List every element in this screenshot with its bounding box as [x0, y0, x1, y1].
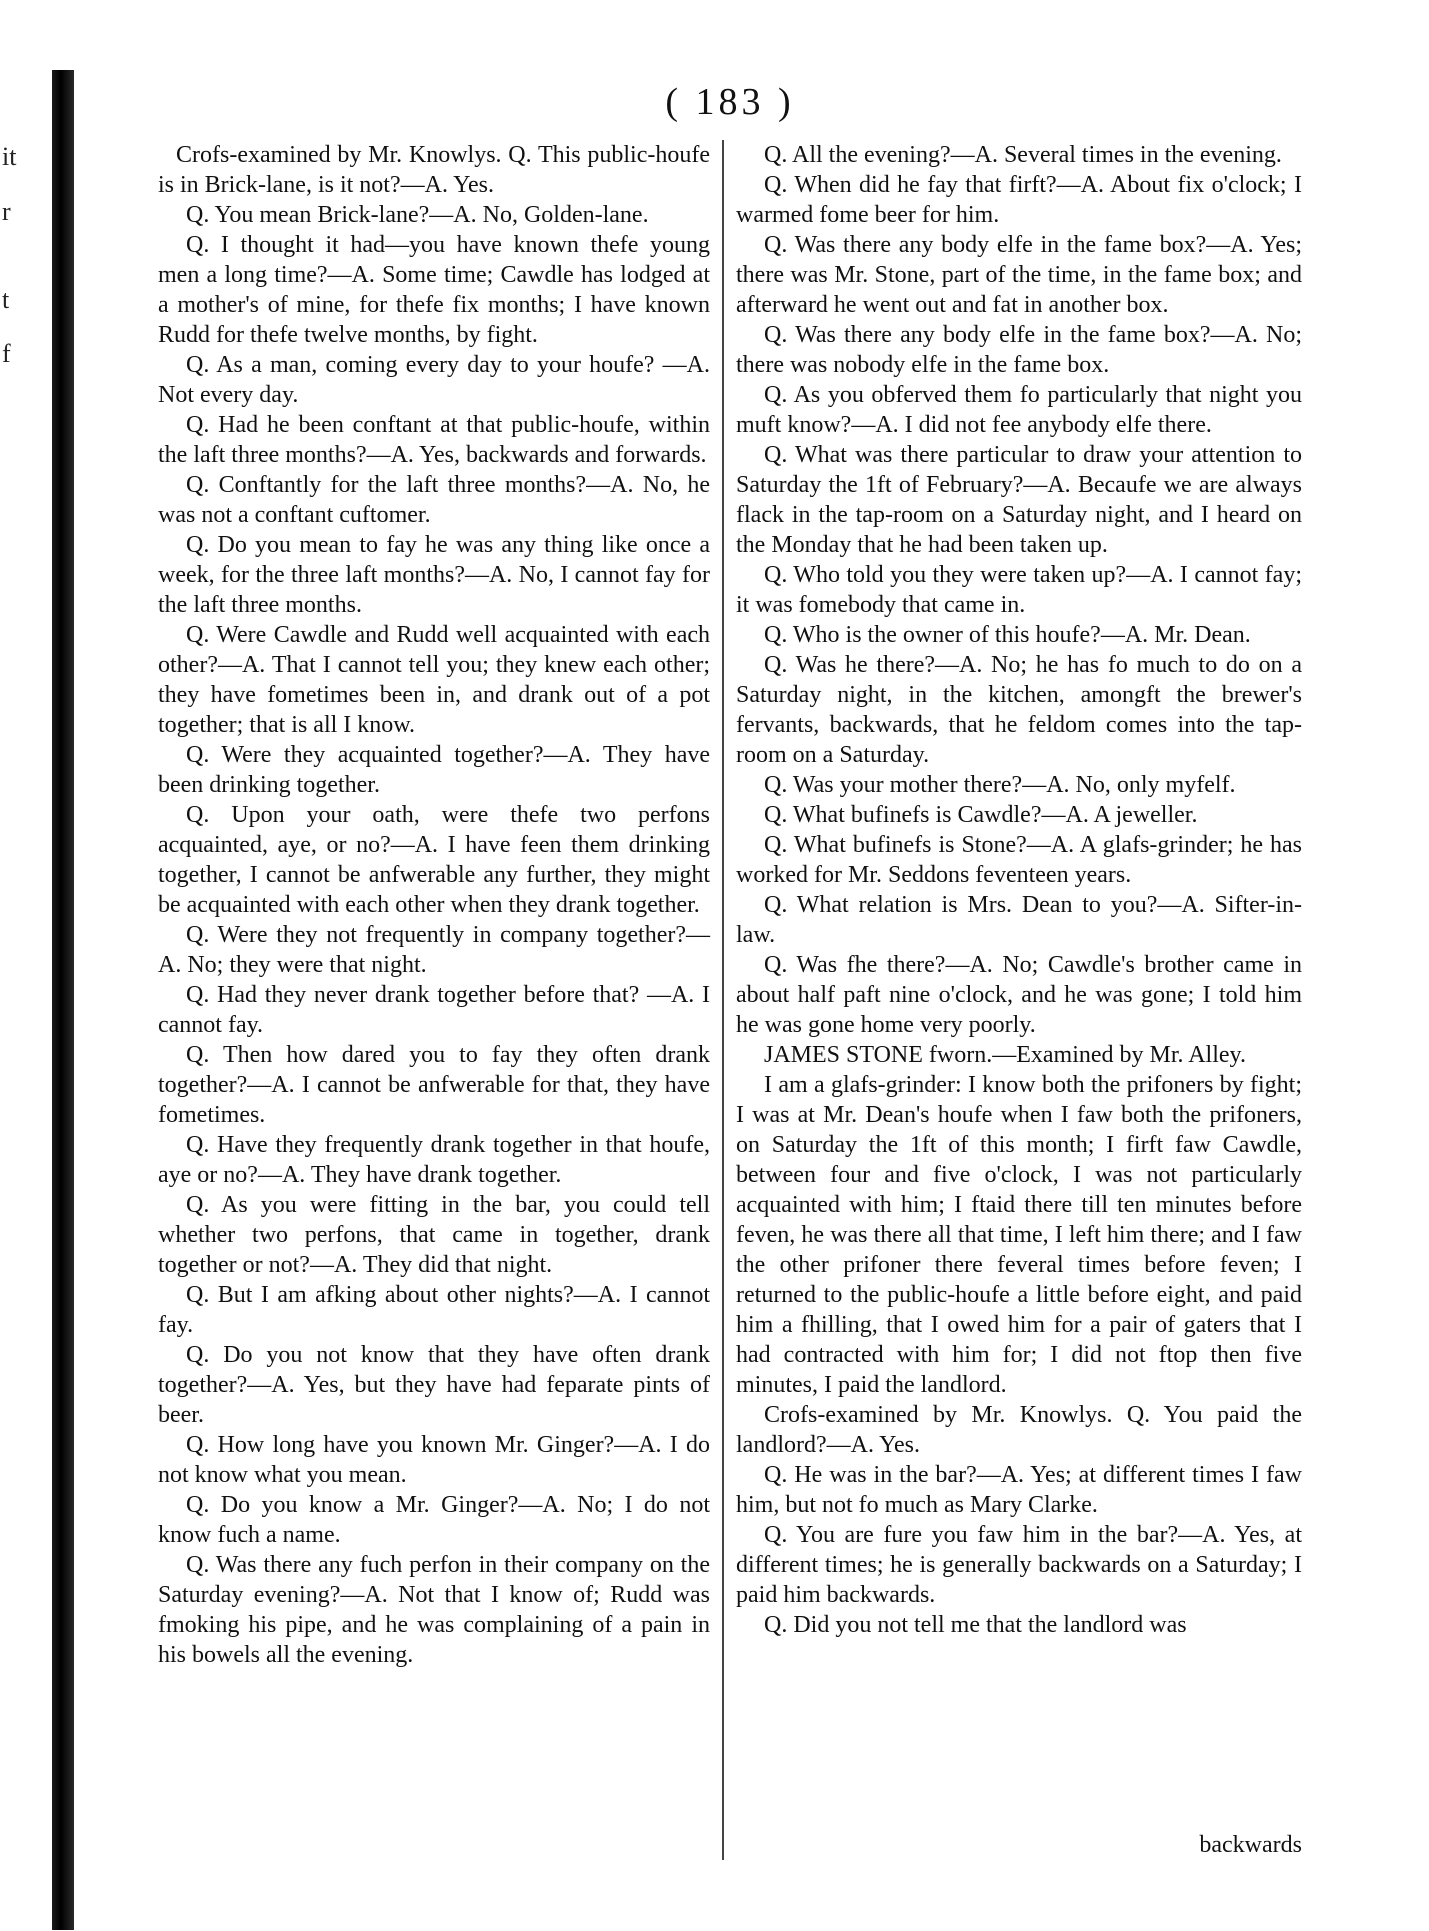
paragraph: Q. Do you mean to fay he was any thing like once a week, for the three laft months?—A. No, I cannot fay for the laft three months.: [158, 532, 710, 618]
paragraph: Q. Was your mother there?—A. No, only myfelf.: [764, 772, 1236, 798]
paragraph: Q. Then how dared you to fay they often drank together?—A. I cannot be anfwerable for that, they have fometimes.: [158, 1042, 710, 1128]
catchword: backwards: [1199, 1832, 1302, 1858]
paragraph: Q. Upon your oath, were thefe two perfons acquainted, aye, or no?—A. I have feen them drinking together, I cannot be anfwerable any further, they might be acquainted with each other when they drank together.: [158, 802, 710, 918]
paragraph: Q. What bufinefs is Stone?—A. A glafs-grinder; he has worked for Mr. Seddons feventeen years.: [736, 832, 1302, 888]
margin-fragment: t: [2, 285, 10, 314]
binding-gutter: [52, 70, 74, 1930]
paragraph: Q. You are fure you faw him in the bar?—A. Yes, at different times; he is generally backwards on a Saturday; I paid him backwards.: [736, 1522, 1302, 1608]
paragraph: Q. Do you know a Mr. Ginger?—A. No; I do not know fuch a name.: [158, 1492, 710, 1548]
paragraph: Q. Was there any body elfe in the fame box?—A. Yes; there was Mr. Stone, part of the time, in the fame box; and afterward he went out and fat in another box.: [736, 232, 1302, 318]
paragraph: Q. Were they not frequently in company together?—A. No; they were that night.: [158, 922, 710, 978]
paragraph: Crofs-examined by Mr. Knowlys. Q. This public-houfe is in Brick-lane, is it not?—A. Yes.: [158, 142, 710, 198]
paragraph: Q. I thought it had—you have known thefe young men a long time?—A. Some time; Cawdle has lodged at a mother's of mine, for thefe fix months; I have known Rudd for thefe twelve months, by fight.: [158, 232, 710, 348]
paragraph: Q. Had he been conftant at that public-houfe, within the laft three months?—A. Yes, backwards and forwards.: [158, 412, 710, 468]
paragraph: Q. As you obferved them fo particularly that night you muft know?—A. I did not fee anybody elfe there.: [736, 382, 1302, 438]
paragraph: Q. Were they acquainted together?—A. They have been drinking together.: [158, 742, 710, 798]
witness-heading: JAMES STONE fworn.—Examined by Mr. Alley.: [764, 1042, 1246, 1068]
paragraph: Q. Who is the owner of this houfe?—A. Mr. Dean.: [764, 622, 1251, 648]
paragraph: Q. Conftantly for the laft three months?—A. No, he was not a conftant cuftomer.: [158, 472, 710, 528]
paragraph: Q. Who told you they were taken up?—A. I cannot fay; it was fomebody that came in.: [736, 562, 1302, 618]
paragraph: Q. Did you not tell me that the landlord was: [764, 1612, 1187, 1638]
paragraph: Q. Was he there?—A. No; he has fo much to do on a Saturday night, in the kitchen, amongft the brewer's fervants, backwards, that he feldom comes into the tap-room on a Saturday.: [736, 652, 1302, 768]
margin-fragment: f: [2, 339, 11, 368]
paragraph: Q. Was fhe there?—A. No; Cawdle's brother came in about half paft nine o'clock, and he was gone; I told him he was gone home very poorly.: [736, 952, 1302, 1038]
page-number: ( 183 ): [665, 81, 795, 123]
paragraph: Crofs-examined by Mr. Knowlys. Q. You paid the landlord?—A. Yes.: [736, 1402, 1302, 1458]
paragraph: Q. What bufinefs is Cawdle?—A. A jeweller.: [764, 802, 1198, 828]
paragraph: Q. As you were fitting in the bar, you could tell whether two perfons, that came in together, drank together or not?—A. They did that night.: [158, 1192, 710, 1278]
left-column: [158, 140, 710, 1670]
paragraph: Q. Were Cawdle and Rudd well acquainted with each other?—A. That I cannot tell you; they knew each other; they have fometimes been in, and drank out of a pot together; that is all I know.: [158, 622, 710, 738]
margin-fragment: r: [2, 197, 11, 226]
paragraph: Q. What relation is Mrs. Dean to you?—A. Sifter-in-law.: [736, 892, 1302, 948]
paragraph: Q. Do you not know that they have often drank together?—A. Yes, but they have had feparate pints of beer.: [158, 1342, 710, 1428]
paragraph: Q. Was there any body elfe in the fame box?—A. No; there was nobody elfe in the fame box.: [736, 322, 1302, 378]
paragraph: Q. But I am afking about other nights?—A. I cannot fay.: [158, 1282, 710, 1338]
paragraph: Q. All the evening?—A. Several times in the evening.: [764, 142, 1282, 168]
paragraph: Q. Was there any fuch perfon in their company on the Saturday evening?—A. Not that I know of; Rudd was fmoking his pipe, and he was complaining of a pain in his bowels all the evening.: [158, 1552, 710, 1668]
paragraph: Q. Had they never drank together before that? —A. I cannot fay.: [158, 982, 710, 1038]
paragraph: Q. He was in the bar?—A. Yes; at different times I faw him, but not fo much as Mary Clarke.: [736, 1462, 1302, 1518]
paragraph: Q. Have they frequently drank together in that houfe, aye or no?—A. They have drank together.: [158, 1132, 710, 1188]
paragraph: Q. How long have you known Mr. Ginger?—A. I do not know what you mean.: [158, 1432, 710, 1488]
paragraph: Q. You mean Brick-lane?—A. No, Golden-lane.: [186, 202, 649, 228]
paragraph: I am a glafs-grinder: I know both the prifoners by fight; I was at Mr. Dean's houfe when I faw both the prifoners, on Saturday the 1ft of this month; I firft faw Cawdle, between four and five o'clock, I was not particularly acquainted with him; I ftaid there till ten minutes before feven, he was there all that time, I left him there; and I faw the other prifoner there feveral times before feven; I returned to the public-houfe a little before eight, and paid him a fhilling, that I owed him for a pair of gaters that I had contracted with him for; I did not ftop then five minutes, I paid the landlord.: [736, 1072, 1302, 1398]
column-divider: [722, 140, 724, 1860]
paragraph: Q. What was there particular to draw your attention to Saturday the 1ft of February?—A. Becaufe we are always flack in the tap-room on a Saturday night, and I heard on the Monday that he had been taken up.: [736, 442, 1302, 558]
right-column: [736, 140, 1302, 1640]
paragraph: Q. As a man, coming every day to your houfe? —A. Not every day.: [158, 352, 710, 408]
paragraph: Q. When did he fay that firft?—A. About fix o'clock; I warmed fome beer for him.: [736, 172, 1302, 228]
margin-fragment: it: [2, 142, 17, 171]
